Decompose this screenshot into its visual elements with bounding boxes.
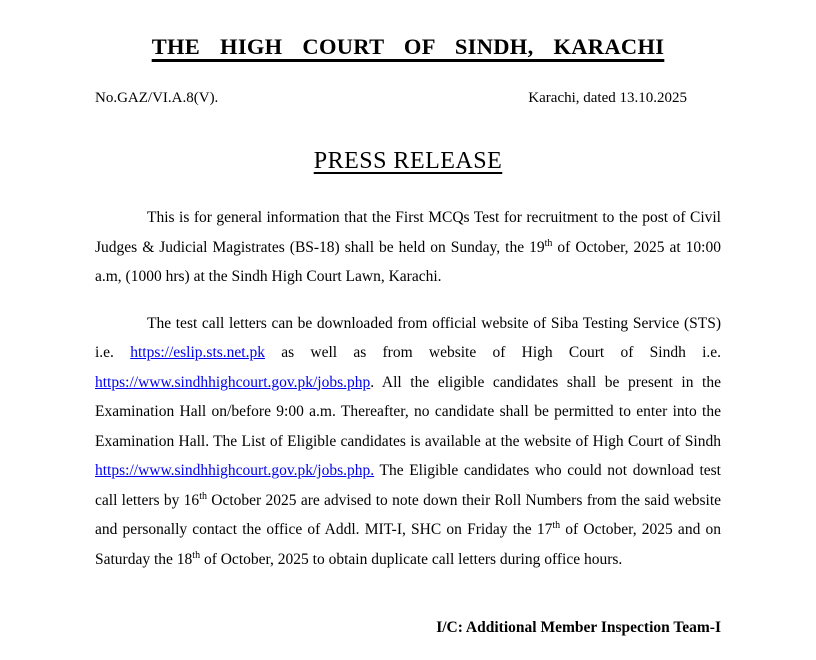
text-run: The Eligible candidates who could not download test call letters by 16 [95,462,721,509]
hyperlink[interactable]: https://eslip.sts.net.pk [130,344,265,361]
reference-row [95,90,721,107]
text-run: . All the eligible candidates shall be present in the Examination Hall on/before 9:00 a.m. Thereafter, no candidate shall be permitted to enter into the Examination Hall. The List of Eligible candidates is available at the website of High Court of Sindh [95,373,721,450]
text-run: This is for general information that the First MCQs Test for recruitment to the post of Civil Judges & Judicial Magistrates (BS-18) shall be held on Sunday, the 19 [95,209,721,256]
reference-number: No.GAZ/VI.A.8(V). [95,90,219,106]
paragraph-exam-announcement [95,203,721,292]
press-release-heading [95,148,721,175]
press-release-heading-text: PRESS RELEASE [313,148,503,174]
text-run: as well as from website of High Court of Sindh i.e. [264,344,722,361]
paragraph-call-letters [95,309,721,575]
text-run: of October, 2025 and on Saturday the 18 [95,521,721,568]
ordinal-superscript: th [552,519,561,531]
ordinal-superscript: th [544,237,553,249]
hyperlink[interactable]: https://www.sindhhighcourt.gov.pk/jobs.php. [95,462,375,479]
text-run: of October, 2025 at 10:00 a.m, (1000 hrs) at the Sindh High Court Lawn, Karachi. [95,238,721,285]
text-run: of October, 2025 to obtain duplicate call letters during office hours. [200,550,623,568]
document-title [95,34,721,60]
signature-line: I/C: Additional Member Inspection Team-I [436,619,721,636]
hyperlink[interactable]: https://www.sindhhighcourt.gov.pk/jobs.php [95,373,371,391]
document-title-text: THE HIGH COURT OF SINDH, KARACHI [151,34,665,59]
text-run: October 2025 are advised to note down their Roll Numbers from the said website and personally contact the office of Addl. MIT-I, SHC on Friday the 17 [95,491,722,538]
ordinal-superscript: th [192,549,201,561]
date-line: Karachi, dated 13.10.2025 [528,90,687,106]
text-run: The test call letters can be downloaded from official website of Siba Testing Service (STS) i.e. [95,314,721,361]
ordinal-superscript: th [199,490,207,502]
